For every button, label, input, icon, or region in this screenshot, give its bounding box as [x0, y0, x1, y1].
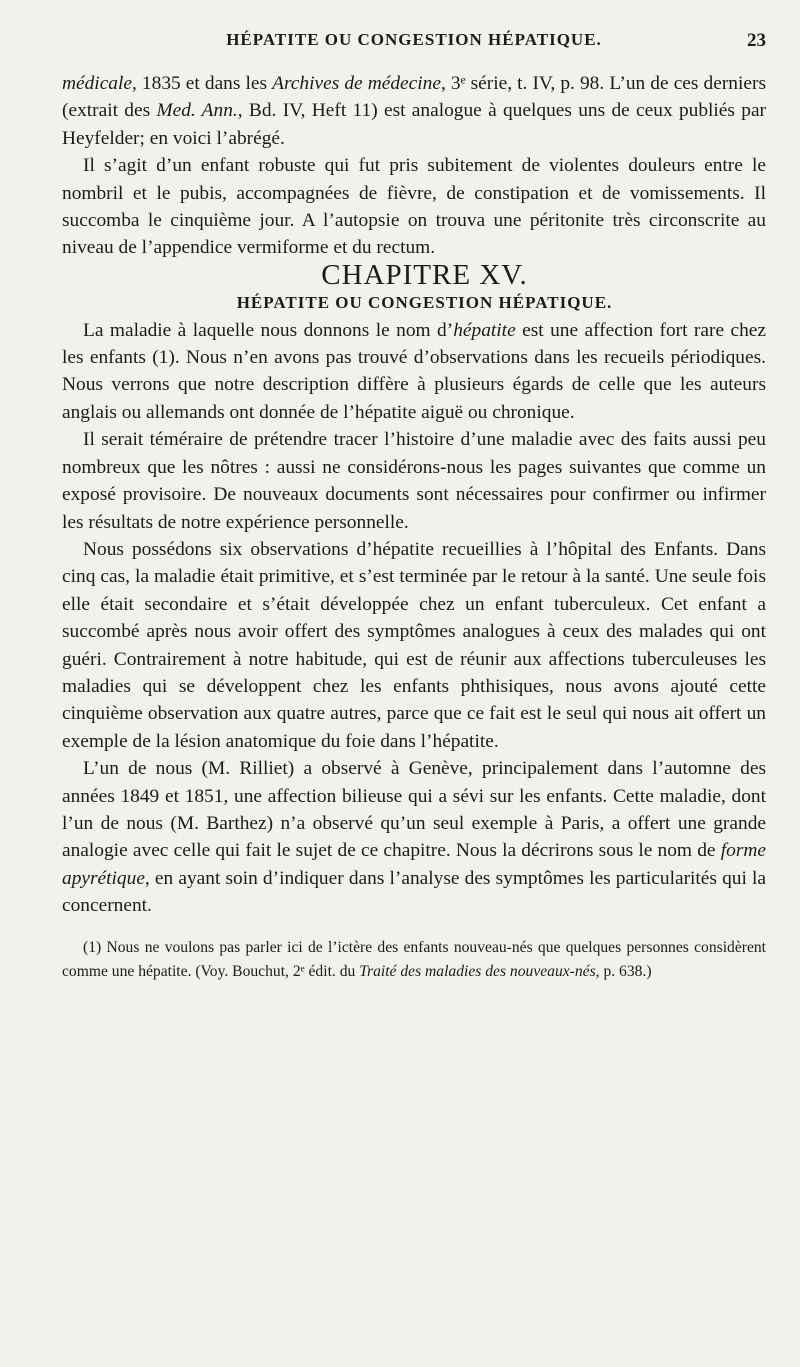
footnote-text: , p. 638.) [595, 962, 652, 980]
paragraph-text: est une affection fort rare chez les enfants (1). Nous n’en avons pas trouvé d’observations dans les recueils périodiques. Nous verrons que notre description diffère à plusieurs égards de celle que les auteurs anglais ou allemands ont donnée de l’hépatite aiguë ou chronique. [62, 319, 766, 423]
paragraph-text: , 1835 et dans les [132, 73, 273, 94]
footnote-text: (1) Nous ne voulons pas parler ici de l’ictère des enfants nouveau-nés que quelques personnes considèrent comme une hépatite. (Voy. Bouchut, 2ᵉ édit. du [62, 938, 766, 980]
italic-text: hépatite [453, 319, 516, 341]
running-title: HÉPATITE OU CONGESTION HÉPATIQUE. [226, 30, 602, 49]
paragraph-text: , Bd. IV, Heft 11) est analogue à quelques uns de ceux publiés par Heyfelder; en voici l’abrégé. [62, 100, 767, 149]
paragraph-1 [62, 70, 766, 152]
paragraph-6 [62, 755, 766, 919]
chapter-subtitle: HÉPATITE OU CONGESTION HÉPATIQUE. [236, 293, 613, 313]
paragraph-3 [62, 317, 766, 427]
paragraph-2: Il s’agit d’un enfant robuste qui fut pris subitement de violentes douleurs entre le nombril et le pubis, accompagnées de fièvre, de constipation et de vomissements. Il succomba le cinquième jour. A l’autopsie on trouva une péritonite très circonscrite au niveau de l’appendice vermiforme et du rectum. [62, 155, 766, 259]
paragraph-text: L’un de nous (M. Rilliet) a observé à Genève, principalement dans l’automne des années 1849 et 1851, une affection bilieuse qui a sévi sur les enfants. Cette maladie, dont l’un de nous (M. Barthez) n’a observé qu’un seul exemple à Paris, a offert une grande analogie avec celle qui fait le sujet de ce chapitre. Nous la décrirons sous le nom de [62, 758, 766, 862]
italic-text: médicale [62, 73, 132, 94]
paragraph-text: , en ayant soin d’indiquer dans l’analyse des symptômes les particularités qui la concernent. [62, 867, 766, 917]
paragraph-5: Nous possédons six observations d’hépatite recueillies à l’hôpital des Enfants. Dans cinq cas, la maladie était primitive, et s’est terminée par le retour à la santé. Une seule fois elle était secondaire et s’était développée chez un enfant tuberculeux. Cet enfant a succombé après nous avoir offert des symptômes analogues à ceux des malades qui ont guéri. Contrairement à notre habitude, qui est de réunir aux affections tuberculeuses les maladies qui se développent chez les enfants phthisiques, nous avons ajouté cette cinquième observation aux quatre autres, parce que ce fait est le seul qui nous ait offert un exemple de la lésion anatomique du foie dans l’hépatite. [62, 538, 766, 752]
page-number: 23 [747, 30, 766, 51]
footnote [62, 936, 766, 984]
body-text [62, 70, 766, 984]
running-head [62, 30, 766, 60]
italic-text: Traité des maladies des nouveaux-nés [359, 962, 596, 980]
italic-text: Med. Ann. [156, 100, 238, 122]
chapter-title: CHAPITRE XV. [321, 258, 528, 291]
italic-text: forme apyrétique [62, 840, 766, 889]
paragraph-4: Il serait téméraire de prétendre tracer l’histoire d’une maladie avec des faits aussi peu nombreux que les nôtres : aussi ne considérons-nous les pages suivantes que comme un exposé provisoire. De nouveaux documents sont nécessaires pour confirmer ou infirmer les résultats de notre expérience personnelle. [62, 429, 766, 533]
paragraph-text: , 3ᵉ série, t. IV, p. 98. L’un de ces derniers (extrait des [62, 73, 766, 122]
italic-text: Archives de médecine [272, 73, 441, 94]
paragraph-text: La maladie à laquelle nous donnons le nom d’ [83, 319, 454, 341]
